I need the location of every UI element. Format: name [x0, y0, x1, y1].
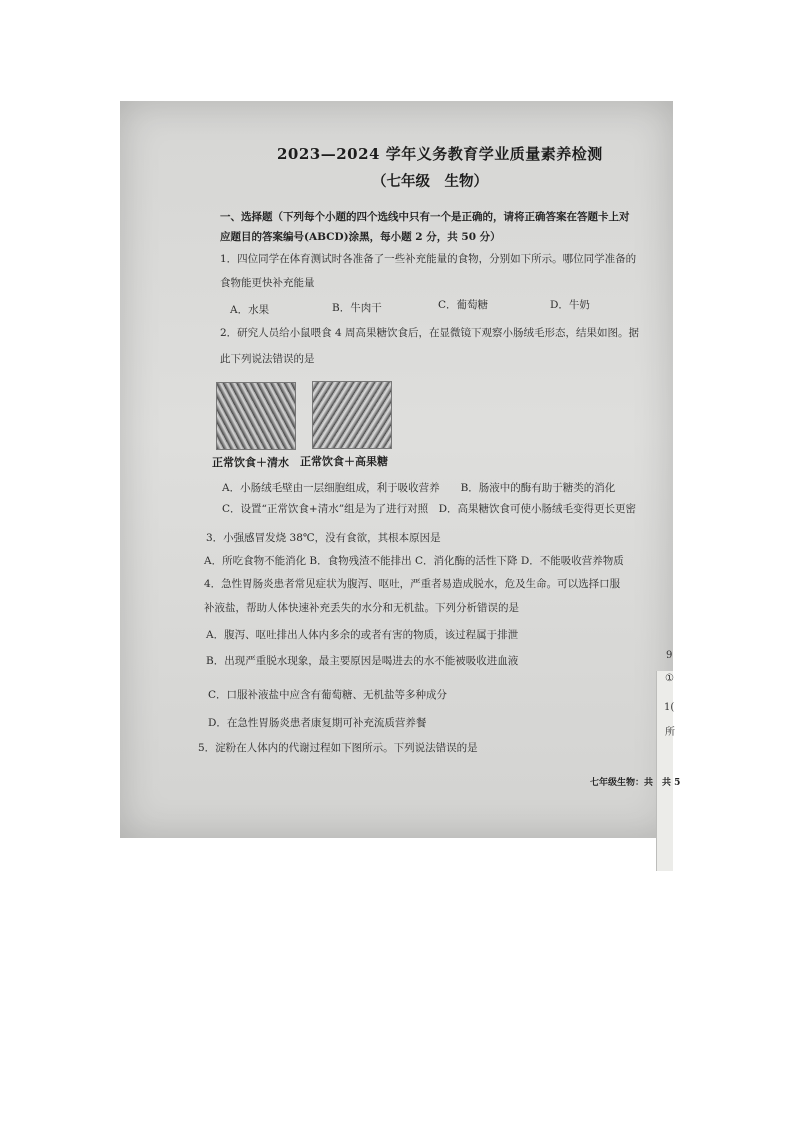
edge-fragment-3: 1(	[664, 702, 675, 713]
villi-micrograph-fructose	[312, 381, 392, 449]
q1-option-d: D．牛奶	[550, 299, 590, 311]
q2-stem-line1: 2．研究人员给小鼠喂食 4 周高果糖饮食后，在显微镜下观察小肠绒毛形态，结果如图。据	[220, 327, 640, 339]
section-heading-line1: 一、选择题（下列每个小题的四个选线中只有一个是正确的，请将正确答案在答题卡上对	[220, 211, 630, 223]
exam-subtitle: （七年级 生物）	[372, 173, 488, 190]
q4-option-c: C．口服补液盐中应含有葡萄糖、无机盐等多种成分	[208, 689, 448, 701]
q2-stem-line2: 此下列说法错误的是	[220, 353, 315, 365]
exam-title: 2023—2024 学年义务教育学业质量素养检测	[277, 145, 603, 163]
q1-stem-line2: 食物能更快补充能量	[220, 277, 315, 289]
section-heading-line2: 应题目的答案编号(ABCD)涂黑，每小题 2 分，共 50 分）	[220, 231, 501, 243]
figure-label-fructose: 正常饮食＋高果糖	[300, 455, 388, 468]
q4-option-b: B．出现严重脱水现象，最主要原因是喝进去的水不能被吸收进血液	[206, 655, 519, 667]
q1-stem-line1: 1．四位同学在体育测试时各准备了一些补充能量的食物，分别如下所示。哪位同学准备的	[220, 253, 637, 265]
q3-stem: 3．小强感冒发烧 38℃，没有食欲，其根本原因是	[206, 532, 441, 544]
exam-paper-photo	[120, 101, 681, 838]
q2-options-cd: C．设置“正常饮食+清水”组是为了进行对照 D．高果糖饮食可使小肠绒毛变得更长更密	[222, 503, 636, 515]
figure-label-normal: 正常饮食＋清水	[212, 456, 289, 469]
edge-fragment-1: 9	[666, 650, 673, 661]
villi-micrograph-normal	[216, 382, 296, 450]
q2-options-ab: A．小肠绒毛壁由一层细胞组成，利于吸收营养 B．肠液中的酶有助于糖类的消化	[222, 482, 616, 494]
q4-option-a: A．腹泻、呕吐排出人体内多余的或者有害的物质，该过程属于排泄	[206, 629, 519, 641]
q1-option-a: A．水果	[230, 304, 270, 316]
edge-fragment-4: 所	[665, 727, 675, 738]
page-footer: 七年级生物：共 共 5	[590, 778, 681, 788]
q4-stem-line1: 4．急性胃肠炎患者常见症状为腹泻、呕吐，严重者易造成脱水，危及生命。可以选择口服	[204, 578, 621, 590]
q4-stem-line2: 补液盐，帮助人体快速补充丢失的水分和无机盐。下列分析错误的是	[204, 602, 519, 614]
q3-options: A．所吃食物不能消化 B．食物残渣不能排出 C．消化酶的活性下降 D．不能吸收营养物质	[204, 555, 624, 567]
q1-option-c: C．葡萄糖	[438, 299, 489, 311]
edge-fragment-2: ①	[665, 673, 674, 684]
q4-option-d: D．在急性胃肠炎患者康复期可补充流质营养餐	[208, 717, 427, 729]
q5-stem: 5．淀粉在人体内的代谢过程如下图所示。下列说法错误的是	[198, 742, 478, 754]
q1-option-b: B．牛肉干	[332, 302, 382, 314]
